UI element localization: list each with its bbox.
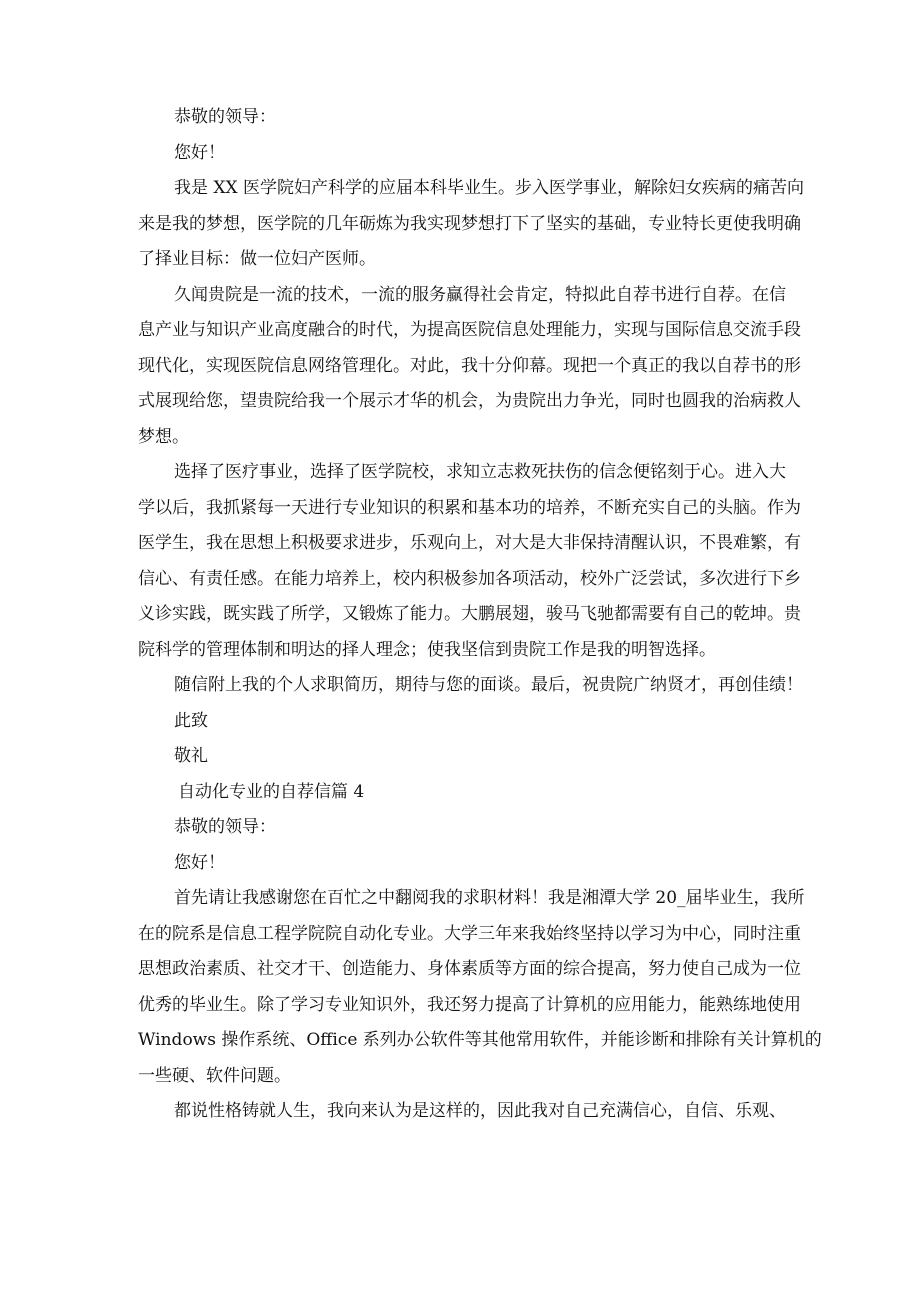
text-line: 思想政治素质、社交才干、创造能力、身体素质等方面的综合提高，努力使自己成为一位 [138,959,801,979]
text-line: 都说性格铸就人生，我向来认为是这样的，因此我对自己充满信心，自信、乐观、 [174,1101,786,1121]
text-line: 梦想。 [138,426,189,447]
text-line: 恭敬的领导： [174,817,276,837]
text-line: 我是 XX 医学院妇产科学的应届本科毕业生。步入医学事业，解除妇女疾病的痛苦向 [174,178,805,198]
text-line: 恭敬的领导： [174,107,276,127]
section-heading: 自动化专业的自荐信篇 4 [178,781,365,802]
text-line: 优秀的毕业生。除了学习专业知识外，我还努力提高了计算机的应用能力，能熟练地使用 [138,994,801,1015]
text-line: 久闻贵院是一流的技术，一流的服务赢得社会肯定，特拟此自荐书进行自荐。在信 [174,284,786,305]
text-line: 首先请让我感谢您在百忙之中翻阅我的求职材料！我是湘潭大学 20_届毕业生，我所 [174,888,805,908]
text-line: 随信附上我的个人求职简历，期待与您的面谈。最后，祝贵院广纳贤才，再创佳绩！ [174,675,803,695]
text-line: 敬礼 [174,746,208,766]
text-line: 义诊实践，既实践了所学，又锻炼了能力。大鹏展翅，骏马飞驰都需要有自己的乾坤。贵 [138,604,801,624]
text-line: 现代化，实现医院信息网络管理化。对此，我十分仰幕。现把一个真正的我以自荐书的形 [138,355,801,376]
text-line: 式展现给您，望贵院给我一个展示才华的机会，为贵院出力争光，同时也圆我的治病救人 [138,391,801,411]
text-line: Windows 操作系统、Office 系列办公软件等其他常用软件，并能诊断和排除有关计算机的 [138,1030,822,1050]
text-line: 选择了医疗事业，选择了医学院校，求知立志救死扶伤的信念便铭刻于心。进入大 [174,462,786,482]
text-line: 您好！ [174,852,225,873]
text-line: 在的院系是信息工程学院院自动化专业。大学三年来我始终坚持以学习为中心，同时注重 [138,923,801,944]
text-line: 学以后，我抓紧每一天进行专业知识的积累和基本功的培养，不断充实自己的头脑。作为 [138,497,801,518]
text-line: 来是我的梦想，医学院的几年砺炼为我实现梦想打下了坚实的基础，专业特长更使我明确 [138,213,801,234]
document-body [138,100,822,1130]
text-line: 了择业目标：做一位妇产医师。 [138,249,376,269]
text-line: 此致 [174,710,208,731]
text-line: 医学生，我在思想上积极要求进步，乐观向上，对大是大非保持清醒认识，不畏难繁，有 [138,533,801,553]
text-line: 院科学的管理体制和明达的择人理念；使我坚信到贵院工作是我的明智选择。 [138,639,716,660]
text-line: 您好！ [174,142,225,163]
text-line: 息产业与知识产业高度融合的时代，为提高医院信息处理能力，实现与国际信息交流手段 [138,320,801,340]
text-line: 一些硬、软件问题。 [138,1065,291,1086]
text-line: 信心、有责任感。在能力培养上，校内积极参加各项活动，校外广泛尝试，多次进行下乡 [138,568,801,589]
